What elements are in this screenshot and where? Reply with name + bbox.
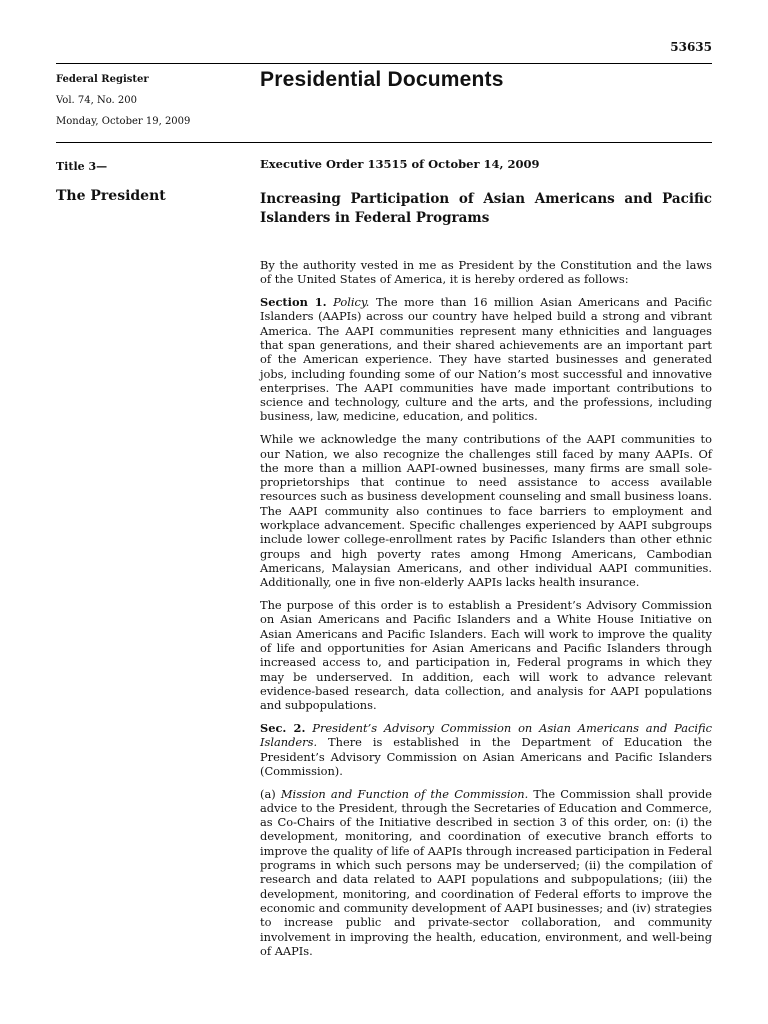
section-2-heading: President’s Advisory Commission on Asian Americans and Pacific Islanders. (260, 720, 713, 750)
section-1-heading: Policy. (333, 295, 370, 310)
order-body (260, 258, 712, 967)
register-date: Monday, October 19, 2009 (56, 116, 191, 127)
top-rule (56, 63, 712, 64)
executive-order-subject: Increasing Participation of Asian Americans and Pacific Islanders in Federal Programs (260, 191, 712, 226)
paragraph-challenges: While we acknowledge the many contributions of the AAPI communities to our Nation, we also recognize the challenges still faced by many AAPIs. Of the more than a million AAPI-owned businesses, many firms are small sole-proprietorships that continue to need assistance to access available resources such as business development counseling and small business loans. The AAPI community also continues to face barriers to employment and workplace advancement. Specific challenges experienced by AAPI subgroups include lower college-enrollment rates by Pacific Islanders than other ethnic groups and high poverty rates among Hmong Americans, Cambodian Americans, Malaysian Americans, and other individual AAPI communities. Additionally, one in five non-elderly AAPIs lacks health insurance. (260, 432, 712, 590)
executive-order-title: Executive Order 13515 of October 14, 2009 (260, 157, 540, 171)
register-name: Federal Register (56, 74, 149, 85)
title-label: Title 3— (56, 160, 108, 173)
section-1-paragraph (260, 295, 712, 424)
section-2-text: There is established in the Department of Education the President’s Advisory Commission on Asian Americans and Pacific Islanders (Commission). (260, 735, 712, 778)
register-volume: Vol. 74, No. 200 (56, 95, 138, 106)
middle-rule (56, 142, 712, 143)
section-2-paragraph (260, 721, 712, 778)
subsection-a-heading: Mission and Function of the Commission. (280, 786, 529, 801)
section-1-text: The more than 16 million Asian Americans and Pacific Islanders (AAPIs) across our country have helped build a strong and vibrant America. The AAPI communities represent many ethnicities and languages that span generations, and their shared achievements are an important part of the American experience. They have started businesses and generated jobs, including founding some of our Nation’s most successful and innovative enterprises. The AAPI communities have made important contributions to science and technology, culture and the arts, and the professions, including business, law, medicine, education, and politics. (260, 295, 713, 424)
paragraph-purpose: The purpose of this order is to establish a President’s Advisory Commission on Asian Americans and Pacific Islanders and a White House Initiative on Asian Americans and Pacific Islanders. Each will work to improve the quality of life and opportunities for Asian Americans and Pacific Islanders through increased access to, and participation in, Federal programs in which they may be underserved. In addition, each will work to advance relevant evidence-based research, data collection, and analysis for AAPI populations and subpopulations. (260, 598, 712, 713)
section-heading: Presidential Documents (260, 68, 504, 91)
page-number: 53635 (670, 40, 712, 54)
president-label: The President (56, 188, 166, 204)
subsection-a-paragraph (260, 787, 712, 959)
subsection-a-text: The Commission shall provide advice to the President, through the Secretaries of Education and Commerce, as Co-Chairs of the Initiative described in section 3 of this order, on: (i) the development, monitoring, and coordination of executive branch efforts to improve the quality of life of AAPIs through increased participation in Federal programs in which such persons may be underserved; (ii) the compilation of research and data related to AAPI populations and subpopulations; (iii) the development, monitoring, and coordination of Federal efforts to improve the economic and community development of AAPI businesses; and (iv) strategies to increase public and private-sector collaboration, and community involvement in improving the health, education, environment, and well-being of AAPIs. (260, 786, 712, 958)
subsection-a-label: (a) (260, 786, 276, 801)
intro-paragraph: By the authority vested in me as President by the Constitution and the laws of the United States of America, it is hereby ordered as follows: (260, 258, 712, 287)
section-1-label: Section 1. (260, 295, 327, 310)
section-2-label: Sec. 2. (260, 720, 306, 735)
